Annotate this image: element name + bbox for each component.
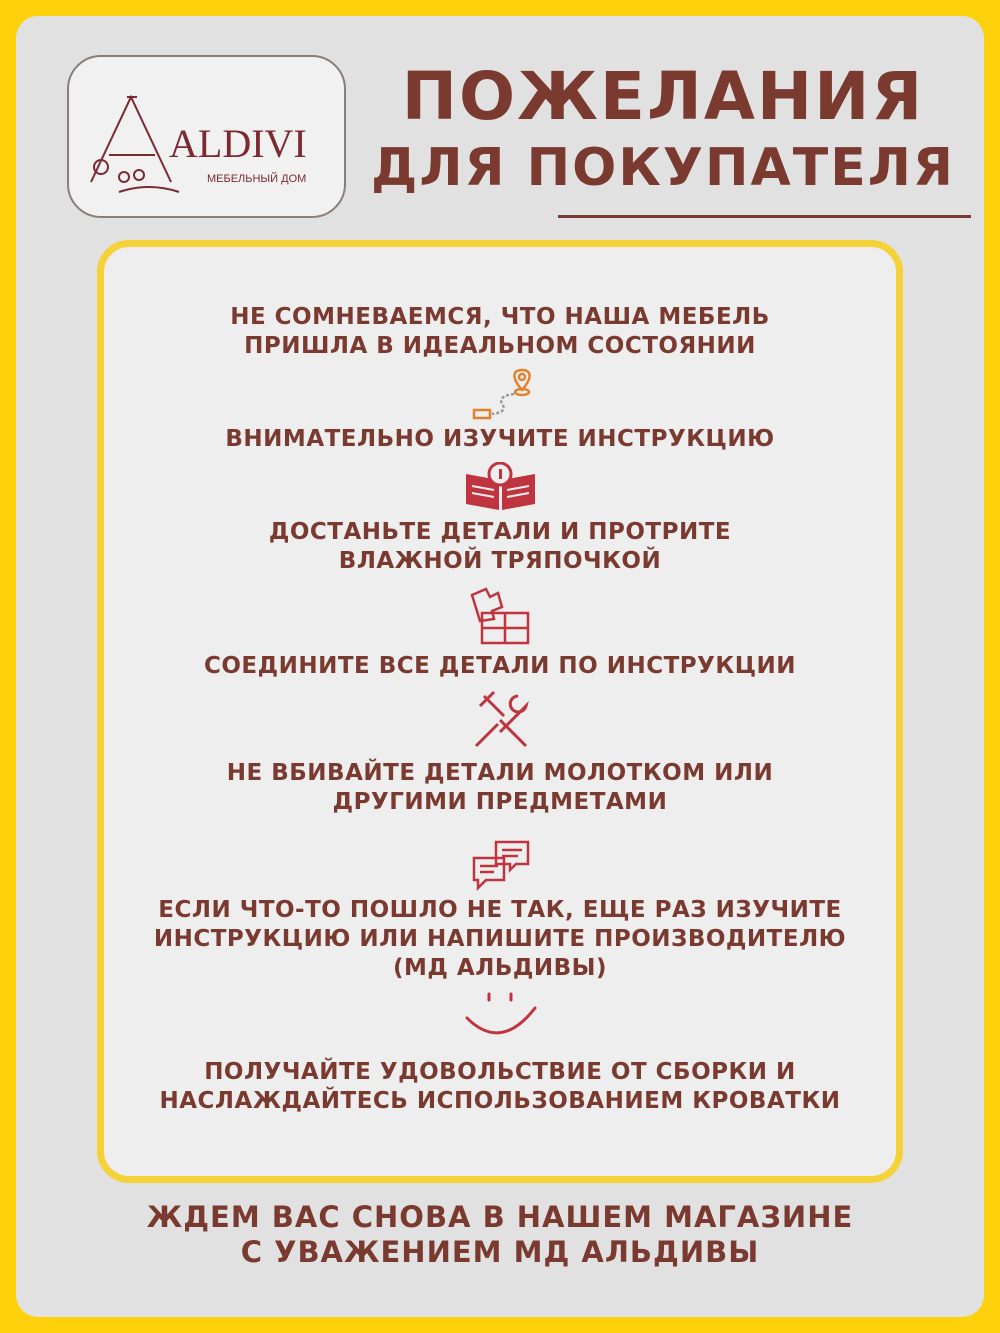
footer-text: ЖДЕМ ВАС СНОВА В НАШЕМ МАГАЗИНЕ С УВАЖЕНИЕМ МД АЛЬДИВЫ — [146, 1200, 854, 1269]
page-subtitle: ДЛЯ ПОКУПАТЕЛЯ — [371, 138, 955, 198]
chat-bubbles-icon — [470, 838, 532, 894]
puzzle-icon — [468, 585, 534, 647]
page-title: ПОЖЕЛАНИЯ — [401, 58, 925, 135]
delivery-route-icon — [470, 368, 532, 422]
item-1-text: НЕ СОМНЕВАЕМСЯ, ЧТО НАША МЕБЕЛЬ ПРИШЛА В ИДЕАЛЬНОМ СОСТОЯНИИ — [230, 304, 770, 359]
hammer-wrench-icon — [470, 690, 532, 750]
svg-text:ALDIVI: ALDIVI — [169, 121, 307, 166]
item-5-text: НЕ ВБИВАЙТЕ ДЕТАЛИ МОЛОТКОМ ИЛИ ДРУГИМИ ПРЕДМЕТАМИ — [226, 760, 774, 815]
title-underline — [558, 215, 971, 218]
aldivi-logo — [67, 55, 346, 218]
item-2-text: ВНИМАТЕЛЬНО ИЗУЧИТЕ ИНСТРУКЦИЮ — [225, 426, 775, 452]
item-4-text: СОЕДИНИТЕ ВСЕ ДЕТАЛИ ПО ИНСТРУКЦИИ — [203, 653, 797, 679]
logo-a-ornament-icon — [69, 57, 348, 220]
item-6-text: ЕСЛИ ЧТО-ТО ПОШЛО НЕ ТАК, ЕЩЕ РАЗ ИЗУЧИТЕ ИНСТРУКЦИЮ ИЛИ НАПИШИТЕ ПРОИЗВОДИТЕЛЮ (МД АЛЬДИВЫ) — [153, 897, 847, 981]
item-3-text: ДОСТАНЬТЕ ДЕТАЛИ И ПРОТРИТЕ ВЛАЖНОЙ ТРЯПОЧКОЙ — [268, 519, 732, 574]
info-book-icon — [463, 462, 538, 512]
svg-text:МЕБЕЛЬНЫЙ ДОМ: МЕБЕЛЬНЫЙ ДОМ — [207, 173, 307, 185]
item-7-text: ПОЛУЧАЙТЕ УДОВОЛЬСТВИЕ ОТ СБОРКИ И НАСЛАЖДАЙТЕСЬ ИСПОЛЬЗОВАНИЕМ КРОВАТКИ — [159, 1059, 841, 1114]
smile-icon — [463, 990, 539, 1042]
